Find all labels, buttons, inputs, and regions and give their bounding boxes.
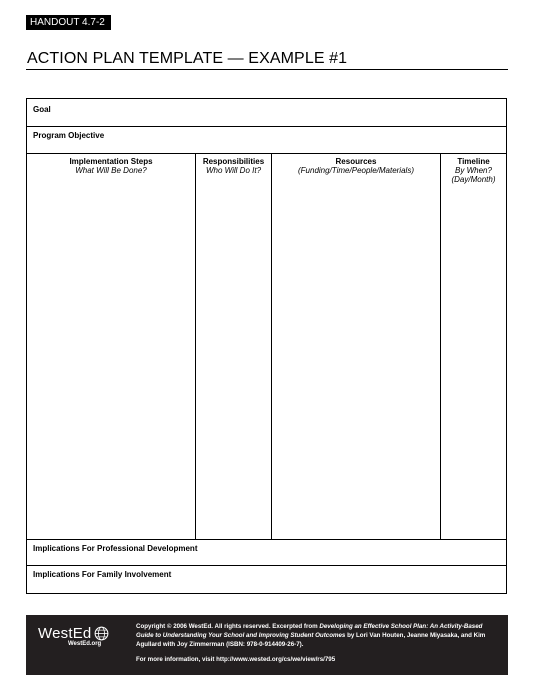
column-subheading: (Funding/Time/People/Materials)	[298, 166, 414, 175]
copyright-lead: Copyright © 2006 WestEd. All rights reserved. Excerpted from	[136, 623, 320, 630]
column-subheading-extra: (Day/Month)	[451, 175, 496, 184]
logo-text: WestEd	[38, 625, 92, 642]
goal-label: Goal	[33, 105, 51, 114]
column-header-resources	[272, 157, 440, 175]
globe-icon	[94, 626, 109, 641]
column-subheading: What Will Be Done?	[75, 166, 147, 175]
column-subheading: By When?	[455, 166, 492, 175]
column-divider	[440, 154, 441, 539]
column-subheading: Who Will Do It?	[205, 166, 262, 175]
column-heading: Resources	[335, 157, 377, 166]
book-title: Developing an Effective School Plan: An Activity-Based Guide to Understanding Your School and Improving Student Outcomes	[136, 623, 483, 639]
row-divider	[27, 565, 506, 566]
page-title: ACTION PLAN TEMPLATE — EXAMPLE #1	[27, 50, 348, 67]
column-header-responsibilities	[196, 157, 271, 175]
title-divider	[26, 69, 508, 70]
column-heading: Responsibilities	[202, 157, 265, 166]
copyright-footer	[26, 615, 508, 675]
column-header-implementation-steps	[27, 157, 195, 175]
wested-logo	[38, 625, 109, 642]
logo-url: WestEd.org	[68, 641, 102, 647]
implications-family-involvement-label: Implications For Family Involvement	[33, 570, 172, 579]
row-divider	[27, 539, 506, 540]
copyright-text	[136, 622, 500, 649]
program-objective-label: Program Objective	[33, 131, 105, 140]
column-heading: Timeline	[457, 157, 490, 166]
more-info-text: For more information, visit http://www.wested.org/cs/we/view/rs/795	[136, 656, 336, 663]
column-divider	[195, 154, 196, 539]
row-divider	[27, 153, 506, 154]
implications-professional-development-label: Implications For Professional Development	[33, 544, 198, 553]
column-divider	[271, 154, 272, 539]
action-plan-form	[26, 98, 507, 594]
copyright-tail: by Lori Van Houten, Jeanne Miyasaka, and Kim Agullard with Joy Zimmerman (ISBN: 978-0-914409-26-7).	[136, 632, 486, 648]
row-divider	[27, 126, 506, 127]
handout-badge: HANDOUT 4.7-2	[26, 15, 111, 30]
column-header-timeline	[441, 157, 506, 184]
column-heading: Implementation Steps	[69, 157, 153, 166]
